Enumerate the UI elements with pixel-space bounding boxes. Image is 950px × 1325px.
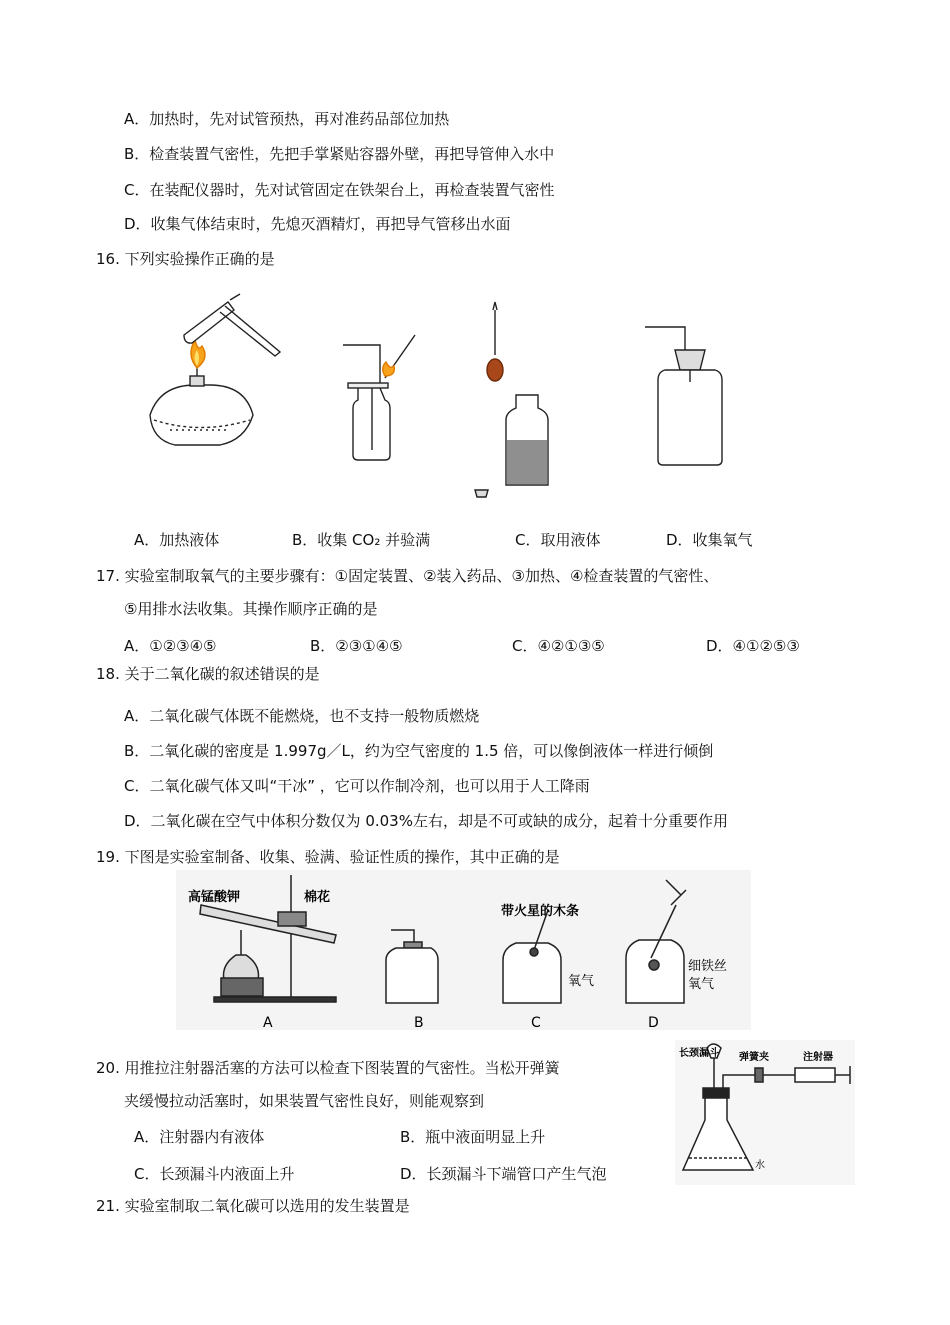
- q17-option-b: B．②③①④⑤: [310, 637, 403, 655]
- q16-figure: [140, 290, 760, 505]
- q19-label-kmno4: 高锰酸钾: [188, 890, 241, 905]
- q20-label-clip: 弹簧夹: [739, 1052, 769, 1063]
- q20-option-b: B．瓶中液面明显上升: [400, 1128, 546, 1146]
- q20-option-a: A．注射器内有液体: [134, 1128, 265, 1146]
- q19-label-iron: 细铁丝: [688, 959, 728, 974]
- q20-label-syringe: 注射器: [803, 1052, 833, 1063]
- q19-label-cotton: 棉花: [304, 890, 331, 905]
- q17-option-c: C．④②①③⑤: [512, 637, 605, 655]
- q16-fig-a-alcohol-lamp: [150, 294, 280, 445]
- q19-stem: 19. 下图是实验室制备、收集、验满、验证性质的操作，其中正确的是: [96, 848, 560, 866]
- q19-label-oxygen-d: 氧气: [688, 977, 715, 992]
- q20-option-d: D．长颈漏斗下端管口产生气泡: [400, 1165, 607, 1183]
- q16-option-a: A．加热液体: [134, 531, 220, 549]
- q16-stem: 16. 下列实验操作正确的是: [96, 250, 275, 268]
- q21-stem: 21. 实验室制取二氧化碳可以选用的发生装置是: [96, 1197, 410, 1215]
- q20-option-c: C．长颈漏斗内液面上升: [134, 1165, 295, 1183]
- q18-stem: 18. 关于二氧化碳的叙述错误的是: [96, 665, 320, 683]
- q18-option-b: B．二氧化碳的密度是 1.997g／L，约为空气密度的 1.5 倍，可以像倒液体一样进行倾倒: [124, 742, 714, 760]
- q18-option-a: A．二氧化碳气体既不能燃烧，也不支持一般物质燃烧: [124, 707, 480, 725]
- q19-figure: [176, 870, 751, 1030]
- q15-option-d: D．收集气体结束时，先熄灭酒精灯，再把导气管移出水面: [124, 215, 511, 233]
- q16-option-b: B．收集 CO₂ 并验满: [292, 531, 431, 549]
- q18-option-d: D．二氧化碳在空气中体积分数仅为 0.03%左右，却是不可或缺的成分，起着十分重要作用: [124, 812, 728, 830]
- q16-option-d: D．收集氧气: [666, 531, 753, 549]
- q19-label-d: D: [648, 1015, 659, 1030]
- q19-label-c: C: [531, 1015, 541, 1030]
- q16-fig-b-collect-co2: [343, 335, 415, 460]
- q19-label-oxygen-c: 氧气: [568, 974, 595, 989]
- q15-option-b: B．检查装置气密性，先把手掌紧贴容器外壁，再把导管伸入水中: [124, 145, 555, 163]
- q16-fig-c-take-liquid: [475, 302, 548, 497]
- q17-stem-line1: 17. 实验室制取氧气的主要步骤有：①固定装置、②装入药品、③加热、④检查装置的气密性、: [96, 567, 719, 585]
- q15-option-c: C．在装配仪器时，先对试管固定在铁架台上，再检查装置气密性: [124, 181, 555, 199]
- q20-stem-line1: 20. 用推拉注射器活塞的方法可以检查下图装置的气密性。当松开弹簧: [96, 1059, 560, 1077]
- q20-figure: [675, 1040, 855, 1185]
- q19-label-splint: 带火星的木条: [501, 904, 580, 919]
- q17-option-a: A．①②③④⑤: [124, 637, 217, 655]
- q16-fig-d-collect-oxygen: [645, 327, 722, 465]
- q19-label-b: B: [414, 1015, 424, 1030]
- q17-stem-line2: ⑤用排水法收集。其操作顺序正确的是: [124, 600, 378, 618]
- q18-option-c: C．二氧化碳气体又叫“干冰” ，它可以作制冷剂，也可以用于人工降雨: [124, 777, 590, 795]
- q20-label-funnel: 长颈漏斗: [679, 1048, 719, 1059]
- q17-option-d: D．④①②⑤③: [706, 637, 800, 655]
- q19-label-a: A: [263, 1015, 273, 1030]
- q20-stem-line2: 夹缓慢拉动活塞时，如果装置气密性良好，则能观察到: [124, 1092, 485, 1110]
- q15-option-a: A．加热时，先对试管预热，再对准药品部位加热: [124, 110, 450, 128]
- q16-option-c: C．取用液体: [515, 531, 601, 549]
- q20-label-water: 水: [755, 1160, 765, 1171]
